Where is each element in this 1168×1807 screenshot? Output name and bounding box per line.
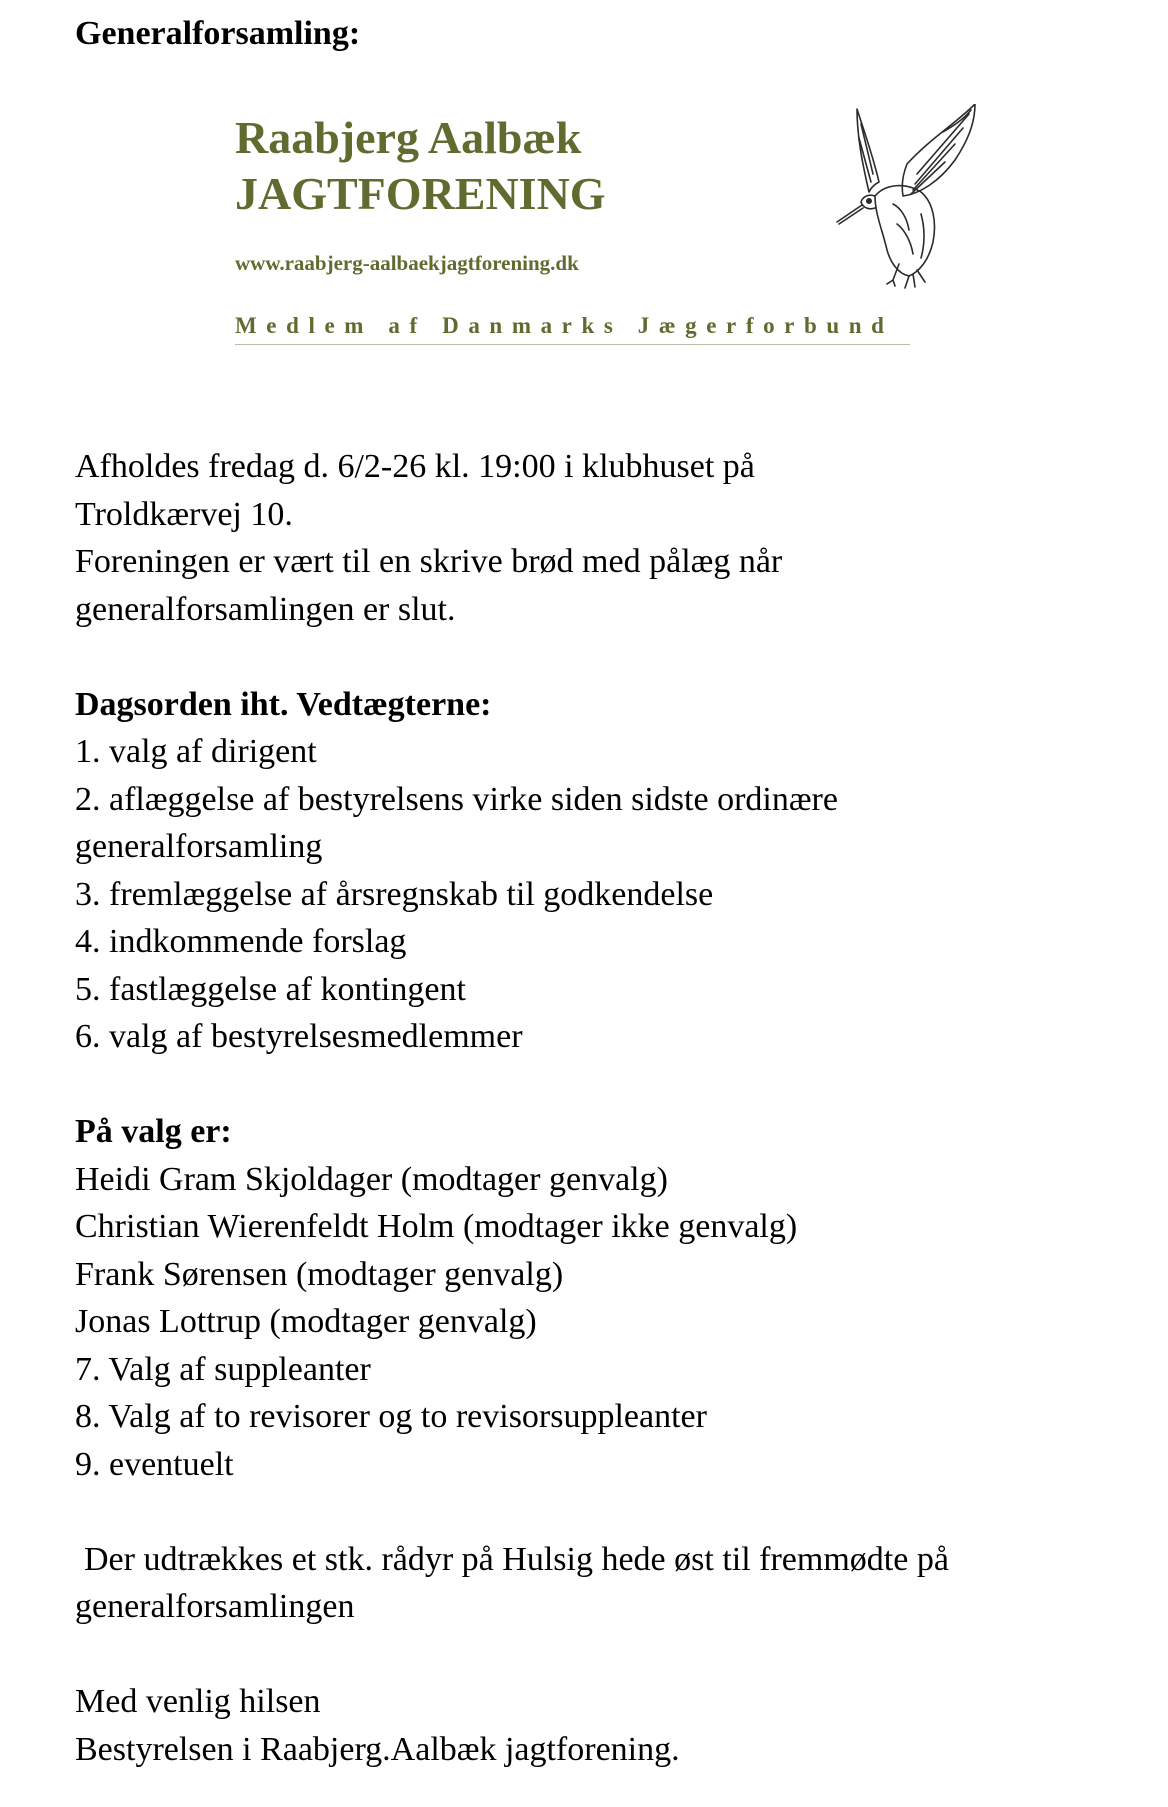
election-item: Christian Wierenfeldt Holm (modtager ikke genvalg) <box>75 1208 798 1245</box>
election-item: 8. Valg af to revisorer og to revisorsuppleanter <box>75 1398 707 1435</box>
agenda-item: 4. indkommende forslag <box>75 923 407 960</box>
election-item: Jonas Lottrup (modtager genvalg) <box>75 1303 537 1340</box>
election-item: 9. eventuelt <box>75 1445 234 1483</box>
raffle-line: generalforsamlingen <box>75 1588 355 1625</box>
agenda-item: generalforsamling <box>75 828 323 865</box>
logo-member-text: Medlem af Danmarks Jægerforbund <box>235 313 894 338</box>
logo-name-line2: JAGTFORENING <box>235 168 606 219</box>
logo-divider <box>235 344 910 345</box>
closing-line: Bestyrelsen i Raabjerg.Aalbæk jagtforening. <box>75 1730 680 1768</box>
raffle-line: Der udtrækkes et stk. rådyr på Hulsig hede øst til fremmødte på <box>84 1540 949 1578</box>
document-page <box>75 0 1135 1768</box>
intro-line: generalforsamlingen er slut. <box>75 590 456 628</box>
agenda-item: 2. aflæggelse af bestyrelsens virke siden sidste ordinære <box>75 780 838 818</box>
woodcock-bird-icon <box>835 104 985 289</box>
agenda-item: 6. valg af bestyrelsesmedlemmer <box>75 1018 523 1055</box>
intro-line: Troldkærvej 10. <box>75 495 293 533</box>
logo-name-line1: Raabjerg Aalbæk <box>235 112 582 163</box>
club-logo <box>235 110 995 350</box>
election-item: Frank Sørensen (modtager genvalg) <box>75 1255 564 1293</box>
spacer <box>75 1061 1135 1109</box>
closing-line: Med venlig hilsen <box>75 1683 321 1720</box>
election-item: 7. Valg af suppleanter <box>75 1350 371 1388</box>
spacer <box>75 1488 1135 1536</box>
election-heading: På valg er: <box>75 1113 232 1150</box>
agenda-item: 5. fastlæggelse af kontingent <box>75 970 466 1008</box>
document-title: Generalforsamling: <box>75 15 361 52</box>
spacer <box>75 633 1135 681</box>
intro-line: Afholdes fredag d. 6/2-26 kl. 19:00 i klubhuset på <box>75 448 755 485</box>
election-item: Heidi Gram Skjoldager (modtager genvalg) <box>75 1160 668 1198</box>
spacer <box>75 1631 1135 1679</box>
logo-url: www.raabjerg-aalbaekjagtforening.dk <box>235 251 579 275</box>
agenda-heading: Dagsorden iht. Vedtægterne: <box>75 685 492 723</box>
document-body <box>75 443 1135 1773</box>
agenda-item: 1. valg af dirigent <box>75 733 317 770</box>
intro-line: Foreningen er vært til en skrive brød med pålæg når <box>75 543 783 580</box>
agenda-item: 3. fremlæggelse af årsregnskab til godkendelse <box>75 875 714 913</box>
